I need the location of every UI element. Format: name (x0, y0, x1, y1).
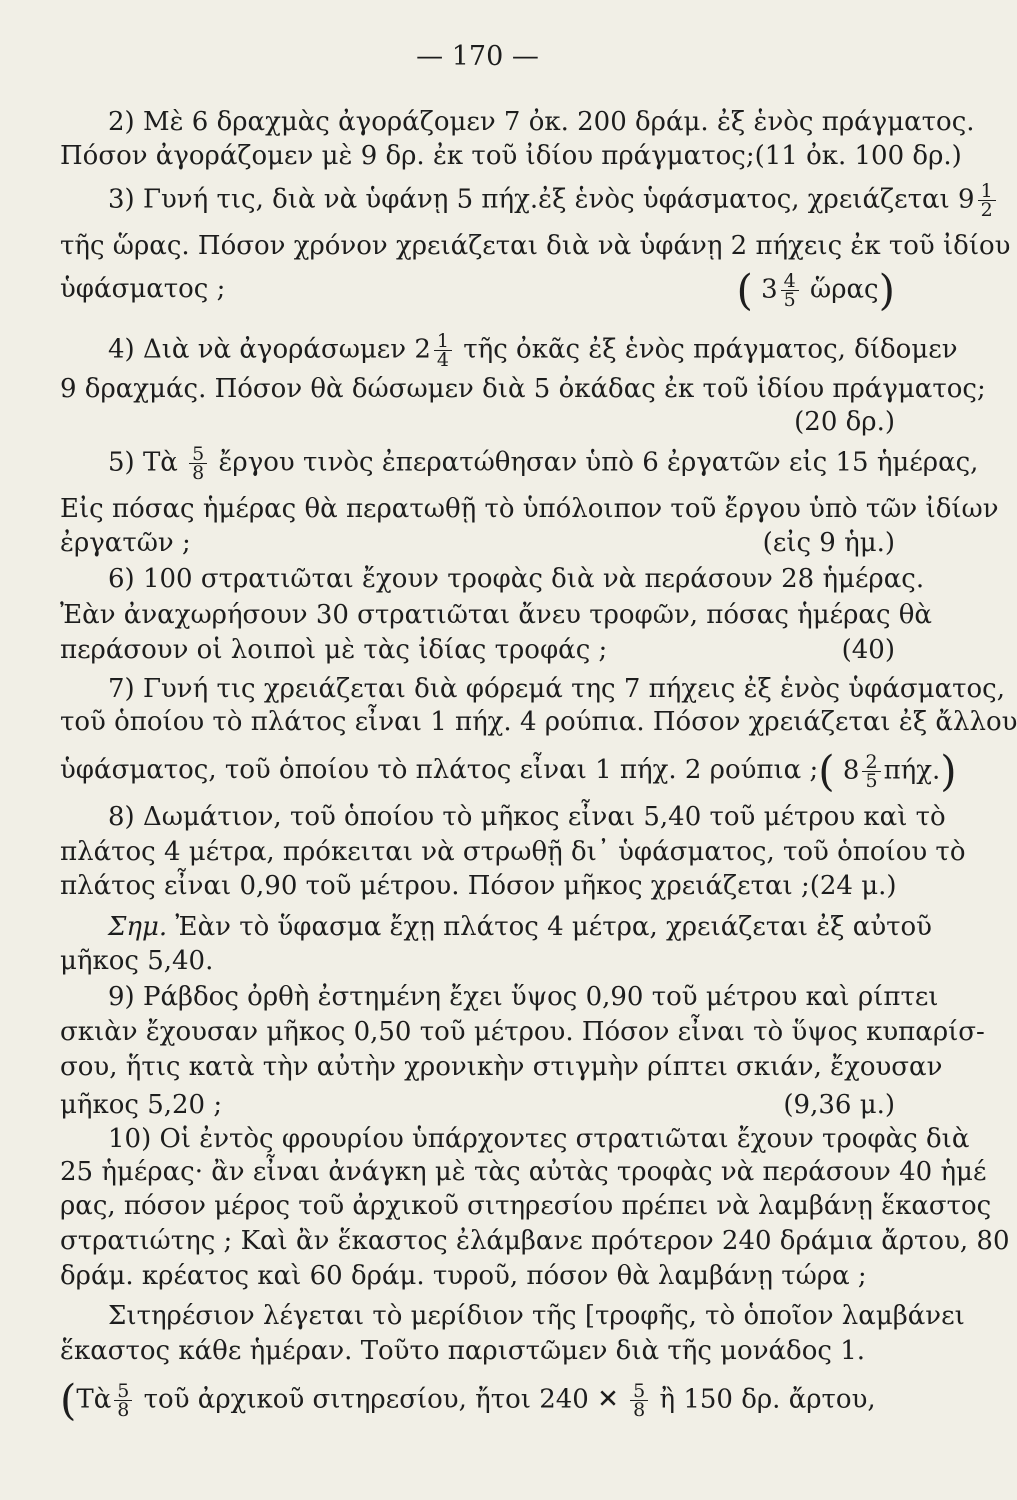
problem-6-line-3 (60, 633, 895, 667)
problem-6-answer: (40) (841, 635, 895, 665)
problem-4-line-1 (108, 330, 958, 371)
problem-9-tail: μῆκος 5,20 ; (60, 1090, 223, 1120)
problem-5-line-3 (60, 526, 895, 560)
problem-5-tail: ἐργατῶν ; (60, 528, 191, 558)
fraction-numerator: 2 (862, 753, 880, 772)
problem-8-line-3 (60, 869, 895, 903)
fraction-numerator: 5 (630, 1382, 648, 1401)
fraction-denominator: 8 (192, 462, 205, 484)
problem-3-tail: ὑφάσματος ; (60, 274, 226, 304)
problem-7-line-2: τοῦ ὁποίου τὸ πλάτος εἶναι 1 πήχ. 4 ρούπια. Πόσον χρειάζεται ἐξ ἄλλου (60, 707, 1017, 737)
fraction-4-5 (781, 272, 799, 309)
note-label: Σημ. (108, 912, 168, 942)
explanation-text-b: τοῦ ἀρχικοῦ σιτηρεσίου, ἤτοι 240 ✕ (143, 1384, 619, 1415)
fraction-5-8-a (114, 1382, 132, 1419)
explanation-line-2: ἕκαστος κάθε ἡμέραν. Τοῦτο παριστῶμεν διὰ τῆς μονάδος 1. (60, 1336, 865, 1366)
fraction-denominator: 2 (980, 199, 993, 221)
problem-9-line-1: 9) Ράβδος ὀρθὴ ἐστημένη ἔχει ὕψος 0,90 τοῦ μέτρου καὶ ρίπτει (108, 982, 939, 1012)
fraction-denominator: 8 (633, 1399, 646, 1421)
problem-2-answer: (11 ὀκ. 100 δρ.) (754, 141, 962, 171)
problem-3-text: 3) Γυνή τις, διὰ νὰ ὑφάνῃ 5 πήχ.ἐξ ἑνὸς ὑφάσματος, χρειάζεται 9 (108, 184, 975, 215)
problem-7-tail: ὑφάσματος, τοῦ ὁποίου τὸ πλάτος εἶναι 1 πήχ. 2 ρούπια ; (60, 755, 819, 785)
explanation-line-1: Σιτηρέσιον λέγεται τὸ μερίδιον τῆς [τροφῆς, τὸ ὁποῖον λαμβάνει (108, 1301, 965, 1331)
problem-9-line-2: σκιὰν ἔχουσαν μῆκος 0,50 τοῦ μέτρου. Πόσον εἶναι τὸ ὕψος κυπαρίσ- (60, 1017, 985, 1047)
problem-9-line-4 (60, 1088, 895, 1122)
problem-10-line-3: ρας, πόσον μέρος τοῦ ἀρχικοῦ σιτηρεσίου πρέπει νὰ λαμβάνῃ ἕκαστος (60, 1191, 992, 1221)
fraction-2-5 (862, 753, 880, 790)
explanation-text-c: ἢ 150 δρ. ἄρτου, (659, 1384, 876, 1415)
page-number: — 170 — (416, 41, 539, 72)
problem-2-line-2 (60, 139, 962, 173)
problem-4-text-b: τῆς ὀκᾶς ἐξ ἑνὸς πράγματος, δίδομεν (463, 334, 958, 365)
problem-8-tail: πλάτος εἶναι 0,90 τοῦ μέτρου. Πόσον μῆκος χρειάζεται ; (60, 871, 810, 901)
problem-8-note (108, 910, 932, 944)
fraction-numerator: 5 (114, 1382, 132, 1401)
fraction-numerator: 5 (189, 445, 207, 464)
fraction-5-8 (189, 445, 207, 482)
problem-5-answer: (εἰς 9 ἡμ.) (762, 528, 895, 558)
problem-9-answer: (9,36 μ.) (783, 1090, 895, 1120)
fraction-numerator: 1 (434, 332, 452, 351)
answer-unit: πήχ. (883, 755, 941, 786)
problem-3-line-1 (108, 180, 993, 221)
problem-5-line-2: Εἰς πόσας ἡμέρας θὰ περατωθῇ τὸ ὑπόλοιπον τοῦ ἔργου ὑπὸ τῶν ἰδίων (60, 494, 999, 524)
explanation-line-3: (Τὰ $\frac{5}{8}$ τοῦ ἀρχικοῦ σιτηρεσίου, ἤτοι 240 ✕ $\frac{5}{8}$ ἢ 150 δρ. ἄρτου, (60, 1375, 876, 1425)
problem-8-line-1: 8) Δωμάτιον, τοῦ ὁποίου τὸ μῆκος εἶναι 5,40 τοῦ μέτρου καὶ τὸ (108, 802, 946, 832)
problem-5-text-b: ἔργου τινὸς ἐπερατώθησαν ὑπὸ 6 ἐργατῶν εἰς 15 ἡμέρας, (218, 447, 979, 478)
explanation-text-a: Τὰ (76, 1384, 112, 1415)
answer-whole: 3 (761, 274, 778, 305)
problem-10-line-2: 25 ἡμέρας· ἂν εἶναι ἀνάγκη μὲ τὰς αὐτὰς τροφὰς νὰ περάσουν 40 ἡμέ (60, 1157, 987, 1187)
problem-5-line-1 (108, 443, 979, 484)
problem-2-line-1: 2) Μὲ 6 δραχμὰς ἀγοράζομεν 7 ὀκ. 200 δράμ. ἐξ ἑνὸς πράγματος. (108, 107, 975, 137)
problem-3-line-3 (60, 265, 895, 315)
problem-4-text-a: 4) Διὰ νὰ ἀγοράσωμεν 2 (108, 334, 431, 365)
problem-8-answer: (24 μ.) (809, 871, 897, 901)
problem-6-line-2: Ἐὰν ἀναχωρήσουν 30 στρατιῶται ἄνευ τροφῶν, πόσας ἡμέρας θὰ (60, 600, 932, 630)
fraction-1-4 (434, 332, 452, 369)
problem-7-answer: ( 8 $\frac{2}{5}$ πήχ.) (818, 746, 957, 796)
problem-6-line-1: 6) 100 στρατιῶται ἔχουν τροφὰς διὰ νὰ περάσουν 28 ἡμέρας. (108, 564, 925, 594)
fraction-numerator: 4 (781, 272, 799, 291)
problem-5-text-a: 5) Τὰ (108, 447, 178, 478)
problem-4-line-2: 9 δραχμάς. Πόσον θὰ δώσωμεν διὰ 5 ὀκάδας ἐκ τοῦ ἰδίου πράγματος; (60, 374, 986, 404)
fraction-denominator: 4 (436, 349, 449, 371)
answer-whole: 8 (842, 755, 860, 786)
fraction-denominator: 5 (783, 289, 796, 311)
problem-10-line-1: 10) Οἱ ἐντὸς φρουρίου ὑπάρχοντες στρατιῶται ἔχουν τροφὰς διὰ (108, 1124, 970, 1154)
fraction-denominator: 8 (117, 1399, 130, 1421)
answer-unit: ὥρας (810, 274, 879, 305)
problem-2-text: Πόσον ἀγοράζομεν μὲ 9 δρ. ἐκ τοῦ ἰδίου πράγματος; (60, 141, 755, 171)
problem-4-answer: (20 δρ.) (794, 407, 895, 437)
problem-8-note-end: μῆκος 5,40. (60, 946, 214, 976)
problem-3-answer: ( 3 $\frac{4}{5}$ ὥρας) (736, 265, 895, 315)
problem-3-line-2: τῆς ὥρας. Πόσον χρόνον χρειάζεται διὰ νὰ ὑφάνῃ 2 πήχεις ἐκ τοῦ ἰδίου (60, 231, 1011, 261)
fraction-5-8-b (630, 1382, 648, 1419)
note-text: Ἐὰν τὸ ὕφασμα ἔχῃ πλάτος 4 μέτρα, χρειάζεται ἐξ αὐτοῦ (175, 912, 932, 942)
problem-8-line-2: πλάτος 4 μέτρα, πρόκειται νὰ στρωθῇ δι᾽ ὑφάσματος, τοῦ ὁποίου τὸ (60, 837, 966, 867)
problem-6-tail: περάσουν οἱ λοιποὶ μὲ τὰς ἰδίας τροφάς ; (60, 635, 608, 665)
problem-10-line-5: δράμ. κρέατος καὶ 60 δράμ. τυροῦ, πόσον θὰ λαμβάνῃ τώρα ; (60, 1261, 867, 1291)
problem-10-line-4: στρατιώτης ; Καὶ ἂν ἕκαστος ἐλάμβανε πρότερον 240 δράμια ἄρτου, 80 (60, 1226, 1010, 1256)
fraction-denominator: 5 (865, 770, 878, 792)
problem-7-line-1: 7) Γυνή τις χρειάζεται διὰ φόρεμά της 7 πήχεις ἐξ ἑνὸς ὑφάσματος, (108, 674, 1005, 704)
problem-9-line-3: σου, ἥτις κατὰ τὴν αὐτὴν χρονικὴν στιγμὴν ρίπτει σκιάν, ἔχουσαν (60, 1052, 943, 1082)
problem-7-line-3 (60, 746, 957, 796)
fraction-numerator: 1 (978, 182, 996, 201)
fraction-1-2 (978, 182, 996, 219)
